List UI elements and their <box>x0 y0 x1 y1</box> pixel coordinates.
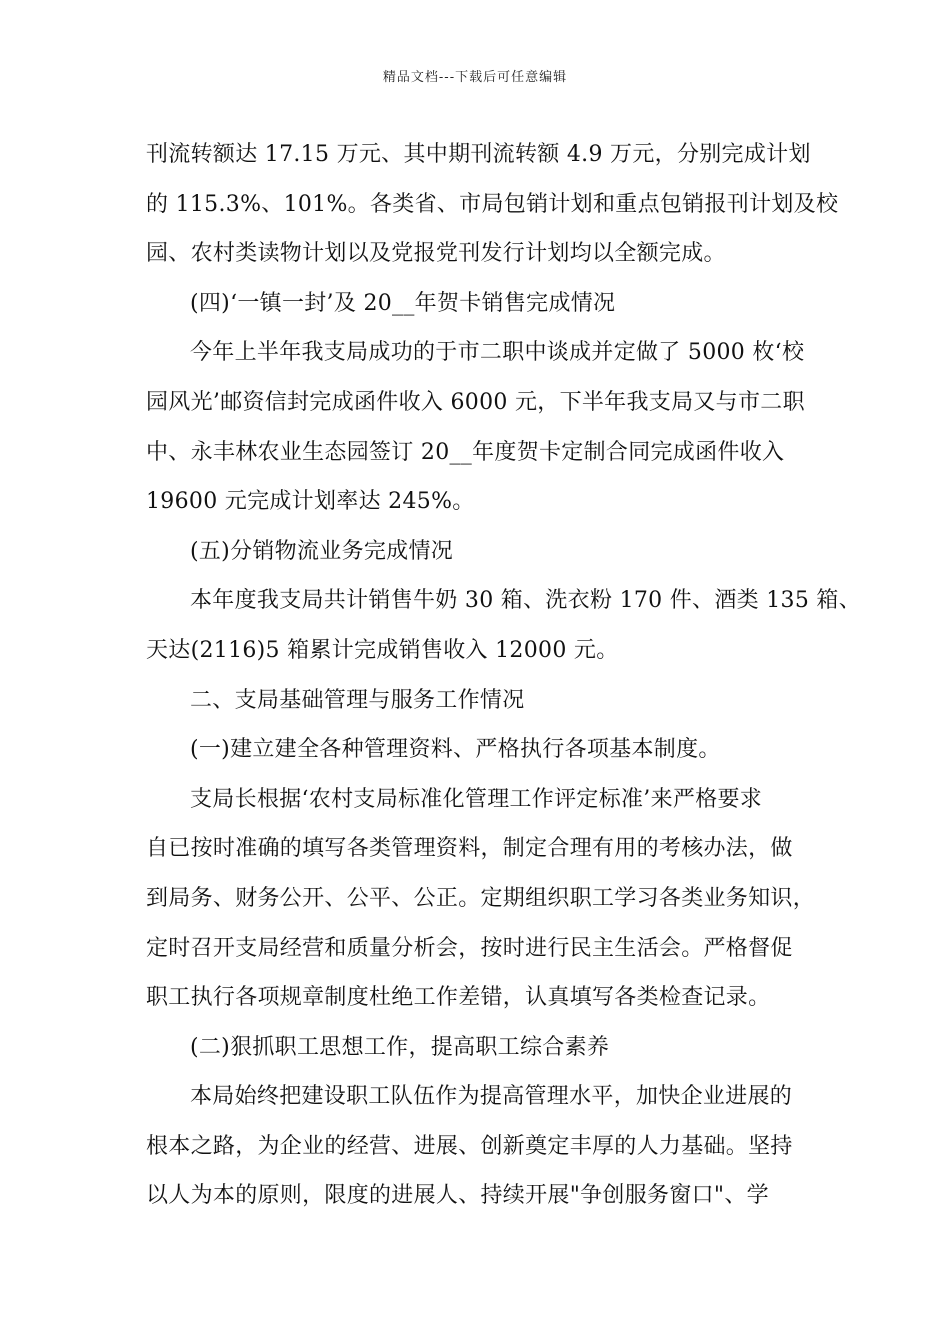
text-line: 中、永丰林农业生态园签订 20__年度贺卡定制合同完成函件收入 <box>146 439 785 465</box>
text-line: 到局务、财务公开、公平、公正。定期组织职工学习各类业务知识， <box>146 885 816 911</box>
text-line: 支局长根据‘农村支局标准化管理工作评定标准’来严格要求 <box>190 786 763 812</box>
paragraph-continuation <box>146 626 816 676</box>
paragraph <box>146 576 862 626</box>
text-line: 今年上半年我支局成功的于市二职中谈成并定做了 5000 枚‘校 <box>190 340 805 366</box>
text-line: 定时召开支局经营和质量分析会，按时进行民主生活会。严格督促 <box>146 935 793 961</box>
page-header: 精品文档---下载后可任意编辑 <box>382 70 568 85</box>
text-line: 职工执行各项规章制度杜绝工作差错，认真填写各类检查记录。 <box>146 985 771 1011</box>
paragraph-continuation <box>146 378 816 527</box>
section-heading <box>146 725 816 775</box>
document-body <box>146 130 862 1221</box>
text-line: 本年度我支局共计销售牛奶 30 箱、洗衣粉 170 件、酒类 135 箱、 <box>190 588 862 614</box>
paragraph-continuation <box>146 824 816 1022</box>
text-line: (五)分销物流业务完成情况 <box>190 538 454 564</box>
section-heading <box>146 527 816 577</box>
text-line: 19600 元完成计划率达 245%。 <box>146 489 475 515</box>
text-line: 二、支局基础管理与服务工作情况 <box>190 687 525 713</box>
text-line: 自已按时准确的填写各类管理资料，制定合理有用的考核办法，做 <box>146 836 793 862</box>
paragraph <box>146 775 816 825</box>
section-heading <box>146 1023 816 1073</box>
paragraph <box>146 1072 816 1122</box>
text-line: (一)建立建全各种管理资料、严格执行各项基本制度。 <box>190 737 721 763</box>
text-line: 的 115.3%、101%。各类省、市局包销计划和重点包销报刊计划及校 <box>146 191 839 217</box>
text-line: 天达(2116)5 箱累计完成销售收入 12000 元。 <box>146 637 619 663</box>
text-line: (二)狠抓职工思想工作，提高职工综合素养 <box>190 1034 610 1060</box>
text-line: 园风光’邮资信封完成函件收入 6000 元，下半年我支局又与市二职 <box>146 389 805 415</box>
paragraph-continuation <box>146 1122 816 1221</box>
text-line: 本局始终把建设职工队伍作为提高管理水平，加快企业进展的 <box>190 1084 793 1110</box>
section-heading <box>146 676 816 726</box>
text-line: 刊流转额达 17.15 万元、其中期刊流转额 4.9 万元，分别完成计划 <box>146 142 811 167</box>
paragraph <box>146 328 816 378</box>
text-line: 根本之路，为企业的经营、进展、创新奠定丰厚的人力基础。坚持 <box>146 1133 793 1159</box>
text-line: (四)‘一镇一封’及 20__年贺卡销售完成情况 <box>190 290 616 316</box>
text-line: 园、农村类读物计划以及党报党刊发行计划均以全额完成。 <box>146 241 726 267</box>
section-heading <box>146 279 816 329</box>
text-line: 以人为本的原则，限度的进展人、持续开展"争创服务窗口"、学 <box>146 1183 769 1209</box>
paragraph <box>146 130 839 279</box>
